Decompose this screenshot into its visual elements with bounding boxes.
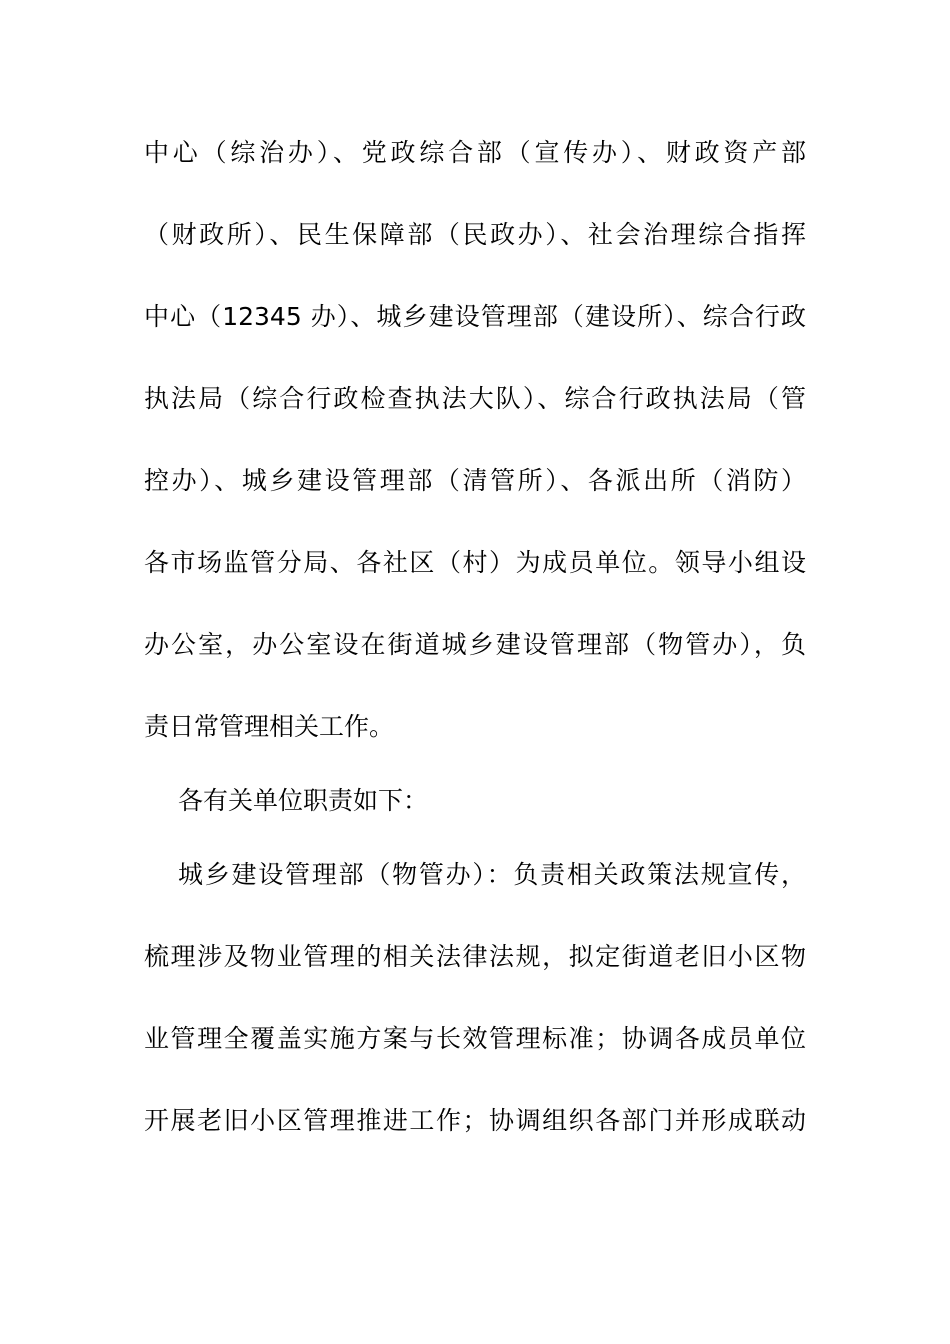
section-intro-line: 各有关单位职责如下： (178, 786, 429, 815)
paragraph-line-1: 中心（综治办）、党政综合部（宣传办）、财政资产部 (144, 138, 806, 167)
paragraph-line-3: 中心（12345 办）、城乡建设管理部（建设所）、综合行政 (144, 302, 806, 331)
duty-paragraph-line-3: 业管理全覆盖实施方案与长效管理标准；协调各成员单位 (144, 1024, 806, 1053)
paragraph-line-2: （财政所）、民生保障部（民政办）、社会治理综合指挥 (144, 220, 806, 249)
paragraph-line-6: 各市场监管分局、各社区（村）为成员单位。领导小组设 (144, 548, 806, 577)
paragraph-line-4: 执法局（综合行政检查执法大队）、综合行政执法局（管 (144, 384, 806, 413)
duty-paragraph-line-4: 开展老旧小区管理推进工作；协调组织各部门并形成联动 (144, 1106, 806, 1135)
paragraph-line-8: 责日常管理相关工作。 (144, 712, 395, 741)
paragraph-line-7: 办公室，办公室设在街道城乡建设管理部（物管办），负 (144, 630, 806, 659)
duty-paragraph-line-1: 城乡建设管理部（物管办）：负责相关政策法规宣传， (178, 860, 806, 889)
duty-paragraph-line-2: 梳理涉及物业管理的相关法律法规，拟定街道老旧小区物 (144, 942, 806, 971)
paragraph-line-5: 控办）、城乡建设管理部（清管所）、各派出所（消防） (144, 466, 806, 495)
